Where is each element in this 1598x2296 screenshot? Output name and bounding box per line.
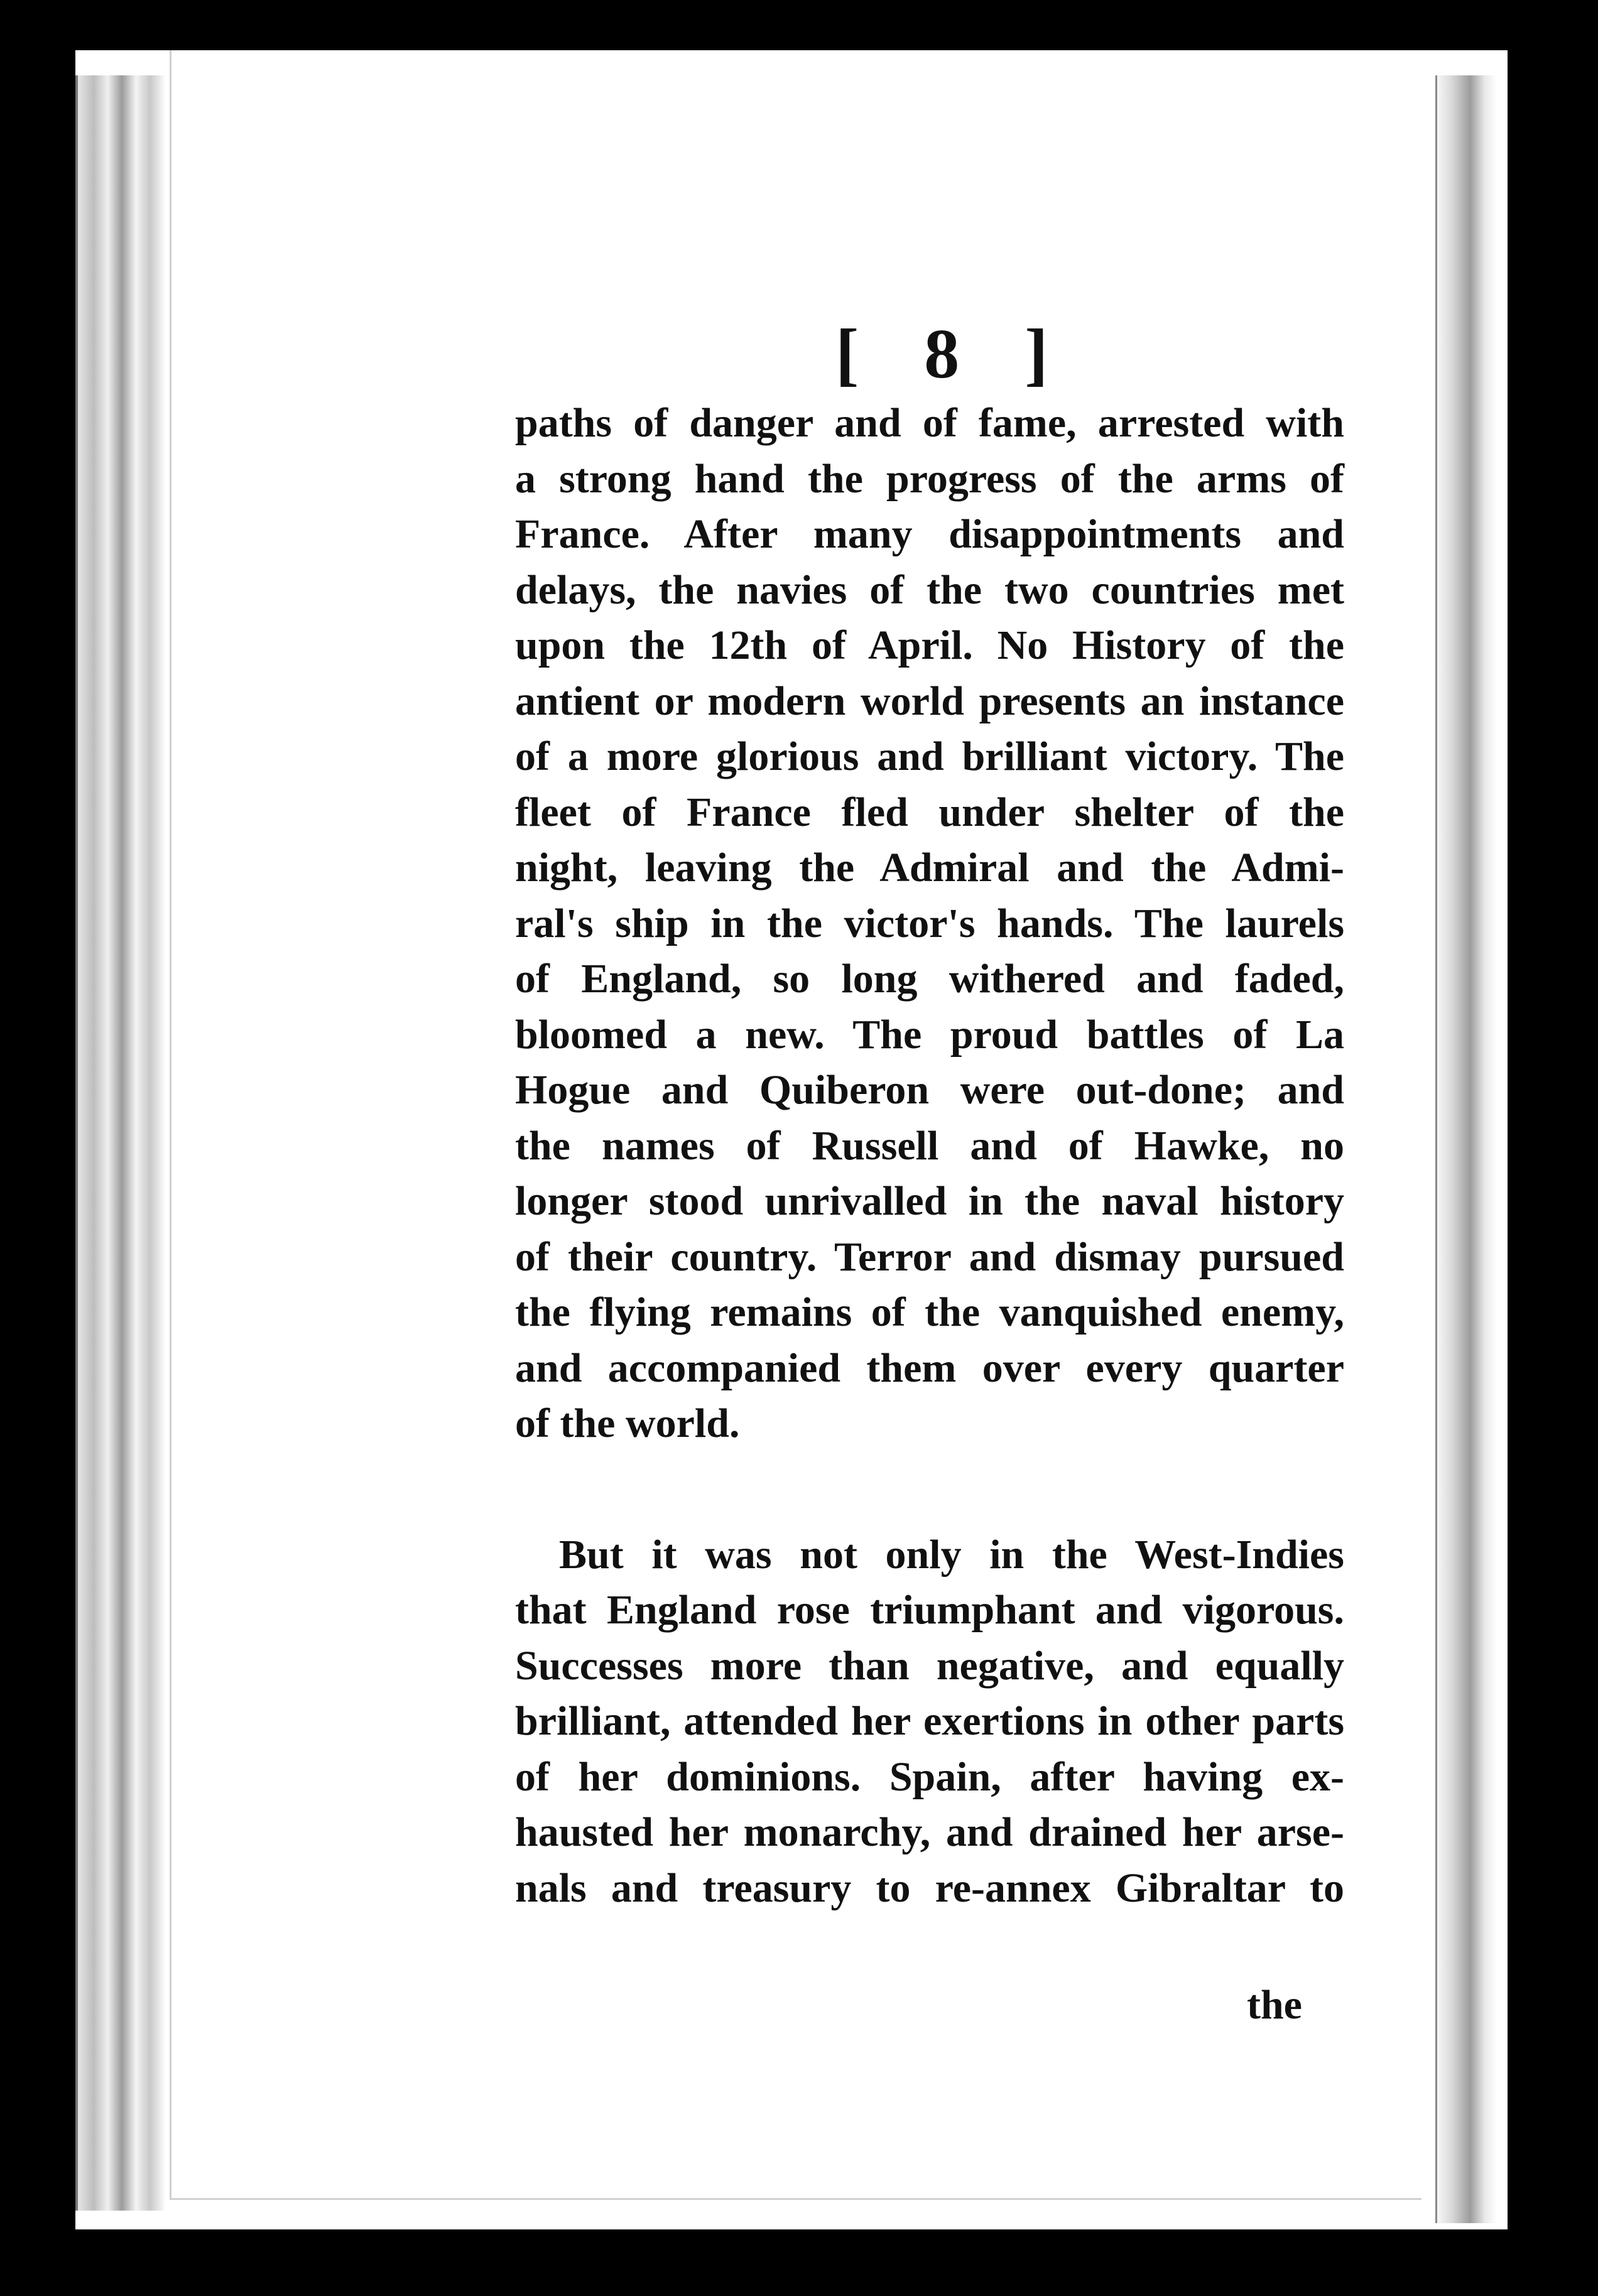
text-line: Successes more than negative, and equally — [515, 1642, 1344, 1689]
text-line: of their country. Terror and dismay pursued — [515, 1233, 1344, 1280]
text-line: of a more glorious and brilliant victory. The — [515, 734, 1344, 779]
text-line: antient or modern world presents an instance — [515, 678, 1344, 724]
text-line: fleet of France fled under shelter of the — [515, 789, 1344, 835]
text-line: that England rose triumphant and vigorous. — [515, 1587, 1344, 1633]
text-line: brilliant, attended her exertions in other parts — [515, 1698, 1344, 1744]
text-line: the names of Russell and of Hawke, no — [515, 1122, 1344, 1169]
text-line: But it was not only in the West-Indies — [559, 1531, 1344, 1578]
text-line: of England, so long withered and faded, — [515, 956, 1344, 1002]
text-line: of the world. — [515, 1400, 740, 1446]
text-line: France. After many disappointments and — [515, 511, 1344, 557]
paragraph-2 — [515, 1527, 1344, 1917]
text-line: upon the 12th of April. No History of the — [515, 622, 1344, 668]
text-line: nals and treasury to re-annex Gibraltar to — [515, 1865, 1344, 1911]
text-line: a strong hand the progress of the arms of — [515, 455, 1344, 502]
text-line: hausted her monarchy, and drained her arse- — [515, 1809, 1344, 1855]
paragraph-gap — [515, 1452, 1344, 1527]
book-gutter — [1435, 75, 1497, 2223]
text-line: paths of danger and of fame, arrested with — [515, 400, 1344, 446]
page-number: [ 8 ] — [835, 315, 1072, 393]
text-line: delays, the navies of the two countries met — [515, 566, 1344, 613]
book-page-edges — [75, 75, 166, 2211]
text-line: the flying remains of the vanquished enemy, — [515, 1289, 1344, 1335]
catchword: the — [1247, 1982, 1302, 2028]
text-line: and accompanied them over every quarter — [515, 1345, 1344, 1391]
text-line: Hogue and Quiberon were out-done; and — [515, 1067, 1344, 1113]
text-line: of her dominions. Spain, after having ex- — [515, 1753, 1344, 1800]
text-line: night, leaving the Admiral and the Admi- — [515, 845, 1344, 891]
body-text — [515, 396, 1344, 1916]
paragraph-1 — [515, 396, 1344, 1452]
text-line: ral's ship in the victor's hands. The laurels — [515, 900, 1344, 946]
text-line: longer stood unrivalled in the naval history — [515, 1178, 1344, 1224]
text-line: bloomed a new. The proud battles of La — [515, 1011, 1344, 1058]
